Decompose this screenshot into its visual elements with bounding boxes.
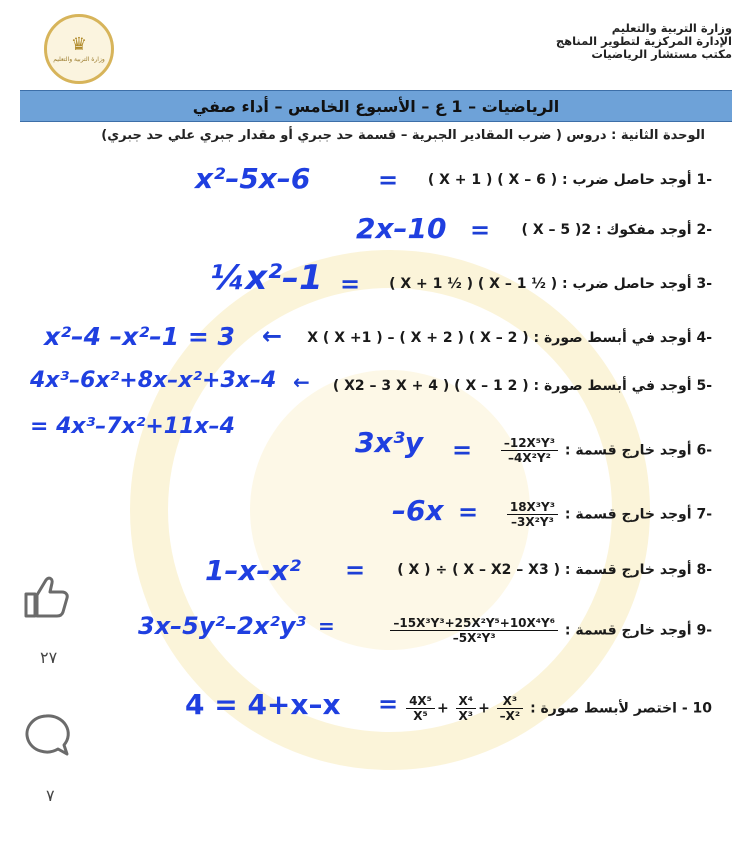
handwritten-answer-9: 3x–5y²–2x²y³ <box>138 612 306 640</box>
seal-text: وزارة التربية والتعليم <box>53 55 105 63</box>
question-number: -4 <box>696 330 712 346</box>
question-5 <box>333 378 712 394</box>
question-prompt: أوجد خارج قسمة : ( X – X2 – X3 ) ÷ ( X ) <box>397 562 692 578</box>
question-prompt: أوجد خارج قسمة : <box>564 622 692 639</box>
equals-sign: = <box>378 690 399 718</box>
eagle-icon: ♛ <box>70 33 88 55</box>
question-prompt: اختصر لأبسط صورة : <box>530 700 677 717</box>
handwritten-answer-5: 4x³–6x²+8x–x²+3x–4 <box>30 368 277 393</box>
equals-sign: = <box>318 614 335 638</box>
fraction <box>497 694 524 723</box>
like-count: ٢٧ <box>40 648 58 667</box>
fraction <box>406 694 435 723</box>
watermark-center <box>250 370 530 650</box>
question-prompt: أوجد خارج قسمة : <box>564 506 692 523</box>
question-number: -2 <box>696 222 712 238</box>
equals-sign: = <box>345 556 366 584</box>
question-prompt: أوجد خارج قسمة : <box>564 442 692 459</box>
question-9 <box>388 616 712 645</box>
question-number: -3 <box>696 276 712 292</box>
equals-sign: = <box>458 498 479 526</box>
equals-sign: = <box>470 216 491 244</box>
ministry-line-3: مكتب مستشار الرياضيات <box>591 47 732 61</box>
ministry-seal <box>44 14 114 84</box>
fraction-denominator: –4X²Y² <box>508 451 551 465</box>
arrow-left-icon: ← <box>262 322 283 350</box>
comment-button[interactable] <box>20 712 72 764</box>
fraction-denominator: X³ <box>458 709 474 723</box>
fraction <box>390 616 558 645</box>
handwritten-answer-4: x²–4 –x²–1 = 3 <box>44 322 235 351</box>
fraction-numerator: 18X³Y³ <box>507 500 558 515</box>
equals-sign: = <box>378 166 399 194</box>
question-2 <box>522 222 712 238</box>
question-8 <box>397 562 712 578</box>
question-number: -8 <box>696 562 712 578</box>
question-1 <box>428 172 712 188</box>
fraction-group: $\frac{\text{4X⁵}}{\text{X⁵}}$ + $\frac{\text{X⁴}}{\text{X³}}$ + $\frac{\text{X³}}{\text{–X²}}$ <box>404 694 525 723</box>
question-number: -5 <box>696 378 712 394</box>
like-button[interactable] <box>20 574 70 624</box>
thumbs-up-icon <box>20 574 70 620</box>
equals-sign: = <box>452 436 473 464</box>
question-prompt: أوجد حاصل ضرب : <box>561 276 692 292</box>
question-prompt: أوجد حاصل ضرب : ( X – 6 ) ( X + 1 ) <box>427 172 692 188</box>
question-prompt: أوجد في أبسط صورة : ( 2 X – 1 ) ( X2 – 3 X + 4 ) <box>332 378 692 394</box>
question-number: -6 <box>696 442 712 459</box>
question-number: -9 <box>696 622 712 639</box>
question-7 <box>505 500 712 529</box>
title-banner: الرياضيات – 1 ع – الأسبوع الخامس – أداء صفي <box>20 90 732 122</box>
handwritten-answer-7: –6x <box>392 494 444 527</box>
fraction <box>507 500 558 529</box>
fraction-numerator: 4X⁵ <box>406 694 435 709</box>
ministry-header <box>512 22 732 61</box>
arrow-left-icon: ← <box>293 370 310 394</box>
fraction-denominator: –3X²Y³ <box>511 515 554 529</box>
handwritten-answer-3: ¼x²–1 <box>210 258 323 298</box>
question-6 <box>499 436 712 465</box>
fraction-numerator: X³ <box>497 694 524 709</box>
question-3 <box>389 276 712 292</box>
fraction-numerator: –15X³Y³+25X²Y⁵+10X⁴Y⁶ <box>390 616 558 631</box>
fraction-numerator: X⁴ <box>456 694 477 709</box>
question-number: -1 <box>696 172 712 188</box>
unit-line: الوحدة الثانية : دروس ( ضرب المقادير الجبرية – قسمة حد جبري أو مقدار جبري علي حد جبري) <box>101 128 705 143</box>
equals-sign: = <box>340 270 361 298</box>
handwritten-answer-10: 4 = 4+x–x <box>185 688 341 721</box>
handwritten-answer-2: 2x–10 <box>356 212 447 245</box>
question-prompt: أوجد في أبسط صورة : ( X – 2 ) ( X + 2 ) – X ( X +1 ) <box>307 330 692 346</box>
fraction-denominator: –X² <box>499 709 521 723</box>
handwritten-answer-5-line-2: = 4x³–7x²+11x–4 <box>30 414 235 439</box>
question-number: -7 <box>696 506 712 523</box>
fraction <box>501 436 558 465</box>
question-10 <box>404 694 712 723</box>
fraction-numerator: –12X⁵Y³ <box>501 436 558 451</box>
handwritten-answer-8: 1–x–x² <box>205 554 301 587</box>
comment-count: ٧ <box>46 786 55 805</box>
fraction-denominator: X⁵ <box>413 709 428 723</box>
question-prompt: أوجد مفكوك : 2( X – 5 ) <box>521 222 692 238</box>
question-4 <box>307 330 712 346</box>
fraction <box>456 694 477 723</box>
ministry-line-2: الإدارة المركزية لتطوير المناهج <box>555 34 732 48</box>
comment-icon <box>20 712 72 760</box>
ministry-line-1: وزارة التربية والتعليم <box>611 21 732 35</box>
handwritten-answer-6: 3x³y <box>355 426 424 459</box>
handwritten-answer-1: x²–5x–6 <box>195 162 311 195</box>
question-expression: ( ½ X – 1 ) ( ½ X + 1 ) <box>389 276 558 292</box>
fraction-denominator: –5X²Y³ <box>452 631 496 645</box>
question-number: 10 - <box>681 700 712 717</box>
